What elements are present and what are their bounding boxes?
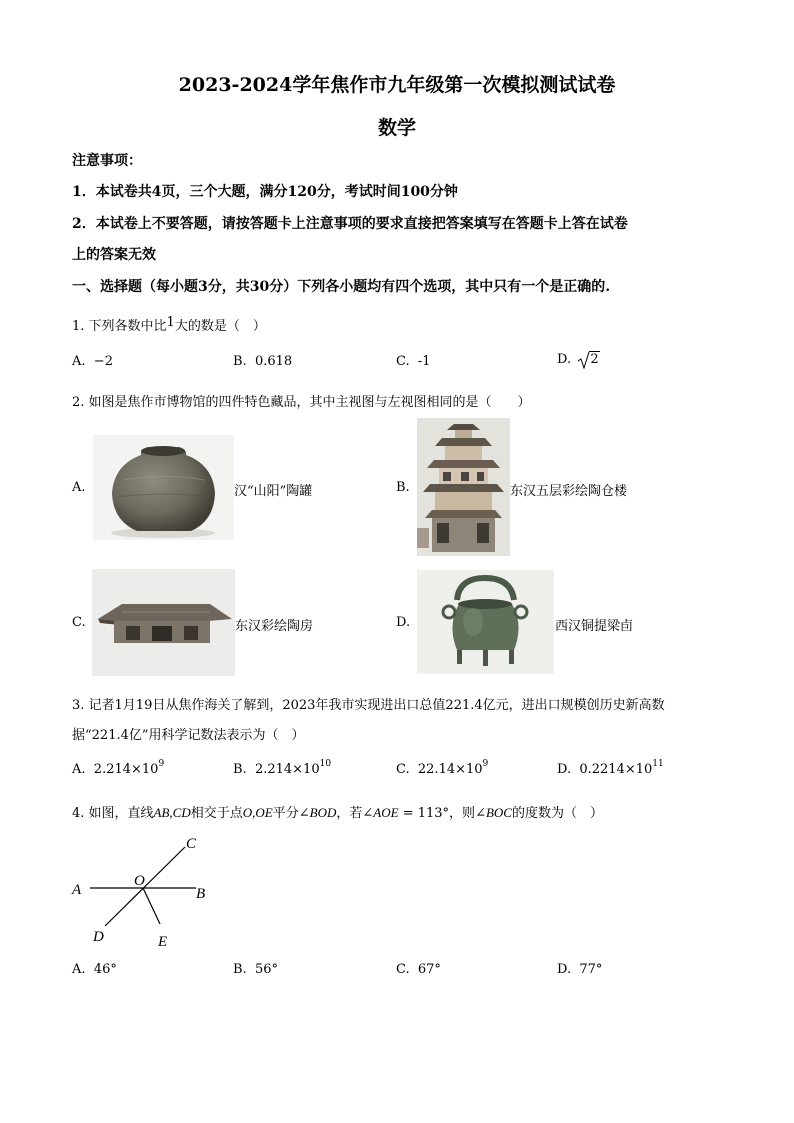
notes-item-1: 1．本试卷共4页，三个大题，满分120分，考试时间100分钟: [72, 184, 458, 200]
q4-stem-mid-4: ，则: [449, 806, 476, 821]
q1-option-b: [233, 354, 292, 369]
q3-option-d-base: 0.2214×10: [579, 762, 653, 777]
exam-title: 2023-2024学年焦作市九年级第一次模拟测试试卷: [178, 74, 616, 96]
q1-option-d-value: 2: [590, 352, 599, 367]
q1-option-d-letter: D.: [557, 352, 572, 367]
q4-option-d: [557, 962, 602, 977]
q2-option-a-caption: 汉“山阳”陶罐: [234, 484, 313, 499]
q3-option-b-base: 2.214×10: [254, 762, 320, 777]
q4-stem: [72, 802, 603, 821]
q3-stem-line-2: 据“221.4亿”用科学记数法表示为（ ）: [72, 728, 305, 743]
q4-option-b: [233, 962, 278, 977]
q4-option-d-value: 77°: [579, 962, 603, 977]
q4-option-c-value: 67°: [417, 962, 441, 977]
q3-option-c: [396, 759, 489, 777]
q3-stem-line-1: 3. 记者1月19日从焦作海关了解到，2023年我市实现进出口总值221.4亿元，进出口规模创历史新高数: [72, 698, 665, 713]
q4-option-a-letter: A.: [72, 962, 86, 977]
q3-option-c-letter: C.: [396, 762, 410, 777]
q4-angle-bod: ∠BOD: [298, 805, 337, 820]
notes-heading: 注意事项：: [72, 153, 142, 169]
q3-option-b: [233, 759, 332, 777]
q1-option-b-value: 0.618: [254, 354, 293, 369]
q1-option-d-sqrt: [579, 352, 599, 367]
q3-option-a-base: 2.214×10: [93, 762, 159, 777]
q4-stem-mid-3: ，若: [336, 806, 363, 821]
q4-option-b-value: 56°: [254, 962, 278, 977]
q1-option-c-letter: C.: [396, 354, 410, 369]
q4-option-d-letter: D.: [557, 962, 572, 977]
q1-option-b-letter: B.: [233, 354, 247, 369]
subject-title: 数学: [377, 117, 416, 139]
notes-item-2-line-2: 上的答案无效: [72, 247, 156, 263]
label-b: B: [196, 886, 206, 902]
label-d: D: [93, 929, 104, 945]
q3-option-d: [557, 759, 664, 777]
q3-option-b-letter: B.: [233, 762, 247, 777]
q1-option-c: [396, 354, 431, 369]
pottery-jar-image: [93, 435, 234, 540]
section-1-heading: 一、选择题（每小题3分，共30分）下列各小题均有四个选项，其中只有一个是正确的.: [72, 279, 611, 295]
q2-option-c-letter: C.: [72, 615, 86, 630]
pottery-house-image: [92, 569, 235, 676]
bronze-vessel-image: [417, 570, 554, 674]
q1-stem: [72, 315, 266, 334]
label-o: O: [134, 873, 145, 889]
q4-option-a-value: 46°: [93, 962, 117, 977]
q1-option-d: [557, 352, 600, 367]
notes-item-2-line-1: 2．本试卷上不要答题，请按答题卡上注意事项的要求直接把答案填写在答题卡上答在试卷: [72, 216, 628, 232]
q2-option-b-letter: B.: [396, 480, 410, 495]
q4-lines: AB,CD: [153, 805, 191, 820]
q3-option-a: [72, 759, 165, 777]
q4-angle-aoe: ∠AOE: [362, 805, 399, 820]
label-e: E: [158, 934, 168, 950]
q3-option-c-base: 22.14×10: [417, 762, 483, 777]
q2-option-d-caption: 西汉铜提梁卣: [555, 619, 634, 634]
q4-angle-value: = 113°: [398, 806, 450, 821]
q1-option-a-letter: A.: [72, 354, 86, 369]
q2-option-c-caption: 东汉彩绘陶房: [235, 619, 314, 634]
q4-geometry-figure: [68, 832, 218, 952]
label-a: A: [72, 882, 82, 898]
q4-option-c-letter: C.: [396, 962, 410, 977]
q4-option-c: [396, 962, 441, 977]
q4-stem-mid-2: 平分: [272, 806, 299, 821]
q2-stem: 2. 如图是焦作市博物馆的四件特色藏品，其中主视图与左视图相同的是（ ）: [72, 395, 531, 410]
q4-stem-post: 的度数为（ ）: [511, 806, 603, 821]
q4-point: O,OE: [242, 805, 273, 820]
q3-option-a-letter: A.: [72, 762, 86, 777]
q3-option-d-exponent: 11: [652, 759, 664, 769]
line-cd: [105, 847, 185, 926]
ray-oe: [143, 888, 160, 924]
label-c: C: [186, 836, 197, 852]
q2-option-a-letter: A.: [72, 480, 86, 495]
q3-option-d-letter: D.: [557, 762, 572, 777]
radical-sign-icon: [578, 351, 590, 369]
q4-option-b-letter: B.: [233, 962, 247, 977]
q4-stem-pre: 4. 如图，直线: [72, 806, 154, 821]
q4-stem-mid-1: 相交于点: [190, 806, 243, 821]
q1-option-a-value: −2: [93, 354, 113, 369]
q2-option-b-caption: 东汉五层彩绘陶仓楼: [510, 484, 628, 499]
q3-option-c-exponent: 9: [482, 759, 489, 769]
q1-option-c-value: -1: [417, 354, 431, 369]
q1-stem-pre: 1. 下列各数中比: [72, 319, 167, 334]
q3-option-a-exponent: 9: [158, 759, 165, 769]
q1-stem-post: 大的数是（ ）: [174, 319, 266, 334]
q1-option-a: [72, 354, 113, 369]
q3-option-b-exponent: 10: [319, 759, 332, 769]
pottery-tower-image: [417, 418, 510, 556]
q1-stem-number: 1: [166, 315, 175, 330]
q2-option-d-letter: D.: [396, 615, 411, 630]
q4-angle-boc: ∠BOC: [475, 805, 512, 820]
q4-option-a: [72, 962, 117, 977]
